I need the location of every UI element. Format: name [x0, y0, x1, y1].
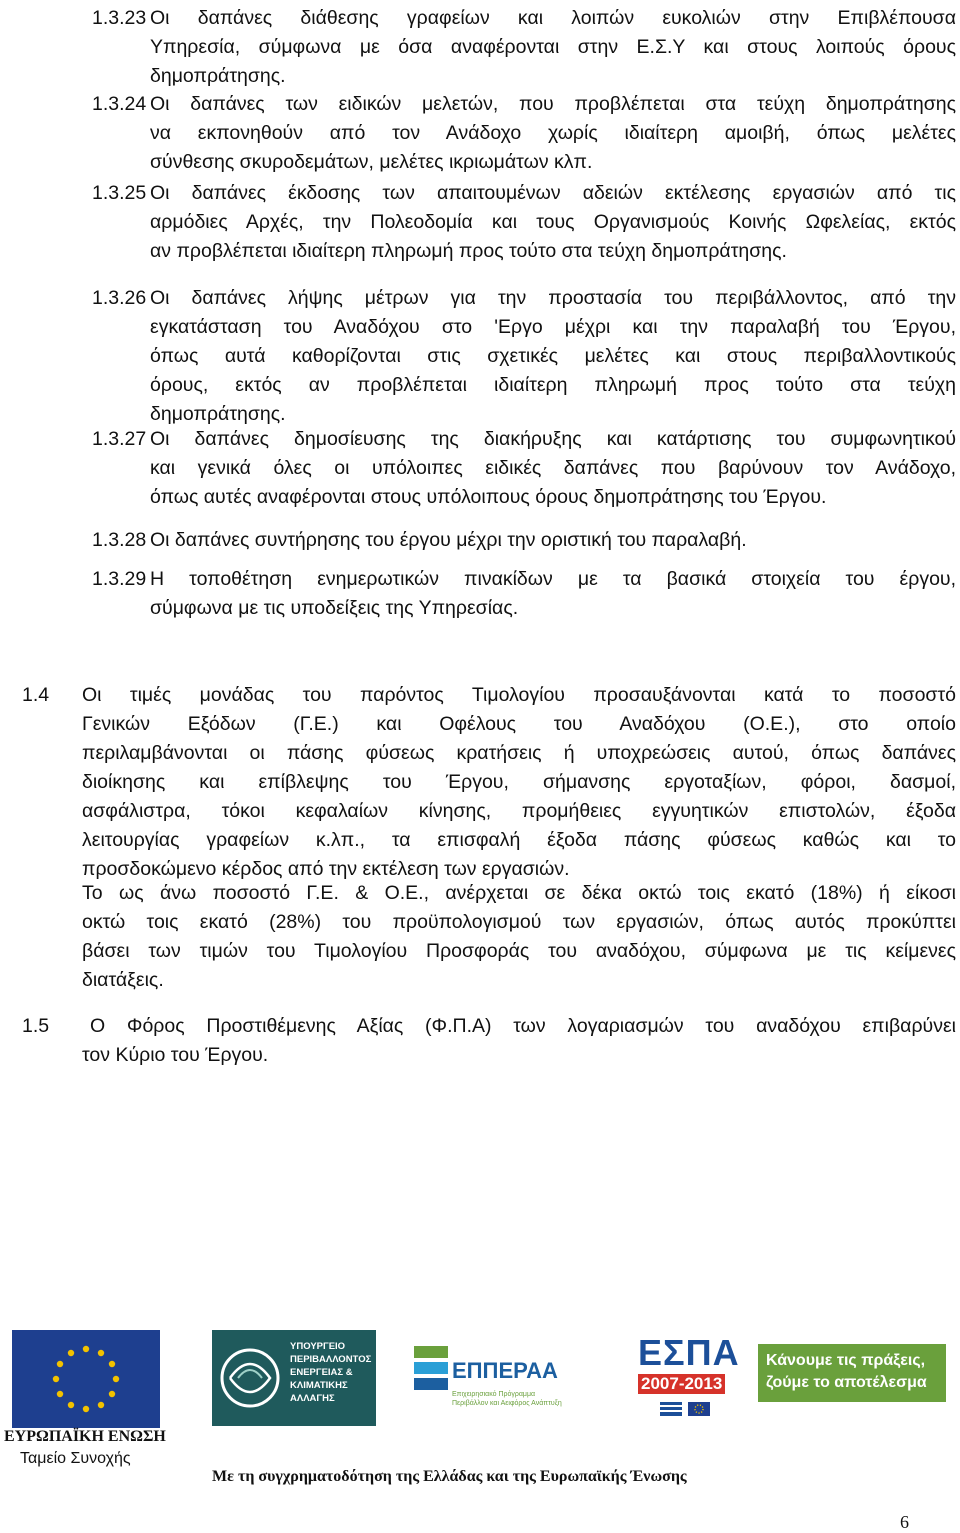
item-text-line: όρους, εκτός αν προβλέπεται ιδιαίτερη πληρωμή προς τούτο στα τεύχη [150, 374, 956, 396]
section-1-5-first-line: Ο Φόρος Προστιθέμενης Αξίας (Φ.Π.Α) των λογαριασμών του αναδόχου επιβαρύνει [90, 1015, 956, 1037]
epperaa-subtitle-line: Επιχειρησιακό Πρόγραμμα [452, 1391, 536, 1398]
item-text-line: δημοπράτησης. [150, 403, 286, 425]
cofunding-statement: Με τη συγχρηματοδότηση της Ελλάδας και της Ευρωπαϊκής Ένωσης [212, 1468, 687, 1485]
epperaa-name: ΕΠΠΕΡΑΑ [452, 1358, 558, 1383]
section-1-4-paragraph-2-line: οκτώ τοις εκατό (28%) του προϋπολογισμού των εργασιών, όπως αυτός προκύπτει [82, 911, 956, 933]
item-number: 1.3.27 [92, 428, 147, 450]
eu-star-icon [98, 1402, 104, 1408]
item-number: 1.3.25 [92, 182, 147, 204]
eu-star-icon [57, 1391, 63, 1397]
slogan-line: ζούμε το αποτέλεσμα [766, 1374, 927, 1391]
item-number: 1.3.24 [92, 93, 147, 115]
section-1-4-line: διοίκησης και επίβλεψης του Έργου, σήμανσης εργοταξίων, φόροι, δασμοί, [82, 771, 956, 793]
eu-star-icon [109, 1391, 115, 1397]
eu-fund-label: Ταμείο Συνοχής [20, 1450, 131, 1467]
section-1-5-second-line: τον Κύριο του Έργου. [82, 1044, 269, 1066]
eu-star-icon [83, 1406, 89, 1412]
item-text-line: εγκατάσταση του Αναδόχου στο 'Εργο μέχρι και την παραλαβή του Έργου, [150, 316, 956, 338]
section-1-5-number: 1.5 [22, 1015, 50, 1037]
item-text-line: δημοπράτησης. [150, 65, 286, 87]
item-text-line: Οι δαπάνες συντήρησης του έργου μέχρι την οριστική του παραλαβή. [150, 529, 747, 551]
section-1-4-line: λειτουργίας γραφείων κ.λπ., τα επισφαλή έξοδα πάσης φύσεως καθώς και το [82, 829, 956, 851]
section-1-4-paragraph-2-line: βάσει των τιμών του Τιμολογίου Προσφοράς του αναδόχου, σύμφωνα με τις κείμενες [82, 940, 956, 962]
eu-star-icon [98, 1350, 104, 1356]
item-text-line: σύμφωνα με τις υποδείξεις της Υπηρεσίας. [150, 597, 519, 619]
slogan-logo [758, 1344, 946, 1402]
item-text-line: όπως αυτές αναφέρονται στους υπόλοιπους όρους δημοπράτησης του Έργου. [150, 486, 827, 508]
espa-logo [638, 1332, 744, 1420]
epperaa-subtitle-line: Περιβάλλον και Αειφόρος Ανάπτυξη [452, 1400, 562, 1407]
ministry-logo [212, 1330, 376, 1426]
item-text-line: Υπηρεσία, σύμφωνα με όσα αναφέρονται στην Ε.Σ.Υ και στους λοιπούς όρους [150, 36, 956, 58]
section-1-4-paragraph-2-line: διατάξεις. [82, 969, 164, 991]
eu-star-icon [83, 1346, 89, 1352]
eu-star-icon [57, 1361, 63, 1367]
item-number: 1.3.29 [92, 568, 147, 590]
item-text-line: Οι δαπάνες λήψης μέτρων για την προστασία του περιβάλλοντος, από την [150, 287, 956, 309]
item-text-line: αρμόδιες Αρχές, την Πολεοδομία και τους Οργανισμούς Κοινής Ωφελείας, εκτός [150, 211, 956, 233]
ministry-name-line: ΑΛΛΑΓΗΣ [290, 1393, 335, 1404]
item-text-line: αν προβλέπεται ιδιαίτερη πληρωμή προς τούτο στα τεύχη δημοπράτησης. [150, 240, 787, 262]
epperaa-logo [412, 1336, 562, 1418]
eu-star-icon [68, 1402, 74, 1408]
slogan-line: Κάνουμε τις πράξεις, [766, 1352, 926, 1369]
section-1-4-number: 1.4 [22, 684, 50, 706]
eu-star-icon [109, 1361, 115, 1367]
item-number: 1.3.26 [92, 287, 147, 309]
section-1-4-line: περιλαμβάνονται οι πάσης φύσεως κρατήσεις ή υποχρεώσεις αυτού, όπως δαπάνες [82, 742, 956, 764]
eu-star-icon [68, 1350, 74, 1356]
item-text-line: να εκπονηθούν από τον Ανάδοχο χωρίς ιδιαίτερη αμοιβή, όπως μελέτες [150, 122, 956, 144]
greece-eu-flags [660, 1402, 720, 1416]
item-text-line: Οι δαπάνες έκδοσης των απαιτουμένων αδειών εκτέλεσης εργασιών από τις [150, 182, 956, 204]
section-1-4-line: προσδοκώμενο κέρδος από την εκτέλεση των εργασιών. [82, 858, 570, 880]
ministry-name-line: ΠΕΡΙΒΑΛΛΟΝΤΟΣ [290, 1354, 372, 1365]
espa-years: 2007-2013 [638, 1374, 725, 1394]
item-text-line: και γενικά όλες οι υπόλοιπες ειδικές δαπάνες που βαρύνουν τον Ανάδοχο, [150, 457, 956, 479]
item-text-line: σύνθεσης σκυροδεμάτων, μελέτες ικριωμάτων κλπ. [150, 151, 593, 173]
ministry-name-line: ΥΠΟΥΡΓΕΙΟ [290, 1341, 346, 1352]
section-1-4-line: ασφάλιστρα, τόκοι κεφαλαίων κίνησης, προμήθειες εγγυητικών επιστολών, έξοδα [82, 800, 956, 822]
section-1-4-line: Γενικών Εξόδων (Γ.Ε.) και Οφέλους του Αναδόχου (Ο.Ε.), στο οποίο [82, 713, 956, 735]
item-text-line: Οι δαπάνες δημοσίευσης της διακήρυξης και κατάρτισης του συμφωνητικού [150, 428, 956, 450]
eu-star-icon [113, 1376, 119, 1382]
ministry-name-line: ΕΝΕΡΓΕΙΑΣ & [290, 1367, 353, 1378]
item-text-line: Οι δαπάνες των ειδικών μελετών, που προβλέπεται στα τεύχη δημοπράτησης [150, 93, 956, 115]
eu-title: ΕΥΡΩΠΑΪΚΗ ΕΝΩΣΗ [4, 1428, 166, 1445]
page-number: 6 [900, 1512, 909, 1532]
item-text-line: Οι δαπάνες διάθεσης γραφείων και λοιπών ευκολιών στην Επιβλέπουσα [150, 7, 956, 29]
item-text-line: Η τοποθέτηση ενημερωτικών πινακίδων με τα βασικά στοιχεία του έργου, [150, 568, 956, 590]
section-1-4-paragraph-2-line: Το ως άνω ποσοστό Γ.Ε. & Ο.Ε., ανέρχεται σε δέκα οκτώ τοις εκατό (18%) ή είκοσι [82, 882, 956, 904]
eu-flag-logo [12, 1330, 160, 1428]
section-1-4-first-line: Οι τιμές μονάδας του παρόντος Τιμολογίου προσαυξάνονται κατά το ποσοστό [82, 684, 956, 706]
espa-title: ΕΣΠΑ [638, 1332, 740, 1373]
item-text-line: όπως αυτά καθορίζονται στις σχετικές μελέτες και στους περιβαλλοντικούς [150, 345, 956, 367]
item-number: 1.3.28 [92, 529, 147, 551]
eu-star-icon [53, 1376, 59, 1382]
item-number: 1.3.23 [92, 7, 147, 29]
ministry-name-line: ΚΛΙΜΑΤΙΚΗΣ [290, 1380, 348, 1391]
